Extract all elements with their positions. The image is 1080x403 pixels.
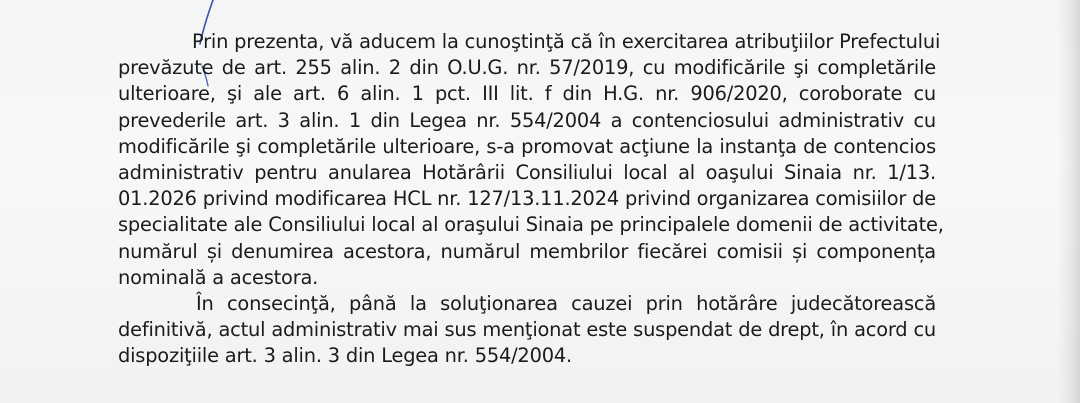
page-edge-shadow	[1058, 0, 1080, 403]
text-line: Prin prezenta, vă aducem la cunoştinţă că în exercitarea atribuţiilor Prefectului	[192, 30, 941, 53]
text-line: definitivă, actul administrativ mai sus menţionat este suspendat de drept, în acord cu	[118, 318, 936, 342]
text-line: În consecinţă, până la soluţionarea cauzei prin hotărâre judecătorească	[196, 291, 936, 315]
text-line: administrativ pentru anularea Hotărârii Consiliului local al oaşului Sinaia nr. 1/13.	[118, 160, 936, 184]
text-line: modificările şi completările ulterioare, s-a promovat acţiune la instanţa de contencios	[118, 134, 936, 158]
text-line: dispoziţiile art. 3 alin. 3 din Legea nr. 554/2004.	[118, 344, 572, 368]
document-body	[118, 29, 944, 369]
text-line: specialitate ale Consiliului local al oraşului Sinaia pe principalele domenii de activitate,	[118, 213, 944, 237]
paragraph-1	[118, 29, 944, 291]
text-line: 01.2026 privind modificarea HCL nr. 127/13.11.2024 privind organizarea comisiilor de	[118, 187, 936, 211]
text-line: prevederile art. 3 alin. 1 din Legea nr. 554/2004 a contenciosului administrativ cu	[118, 108, 936, 132]
paragraph-2	[118, 291, 936, 370]
text-line: numărul și denumirea acestora, numărul membrilor fiecărei comisii și componența	[118, 239, 936, 263]
text-line: nominală a acestora.	[118, 265, 319, 289]
text-line: prevăzute de art. 255 alin. 2 din O.U.G. nr. 57/2019, cu modificările şi completările	[118, 56, 936, 80]
text-line: ulterioare, şi ale art. 6 alin. 1 pct. III lit. f din H.G. nr. 906/2020, coroborate cu	[118, 82, 936, 106]
